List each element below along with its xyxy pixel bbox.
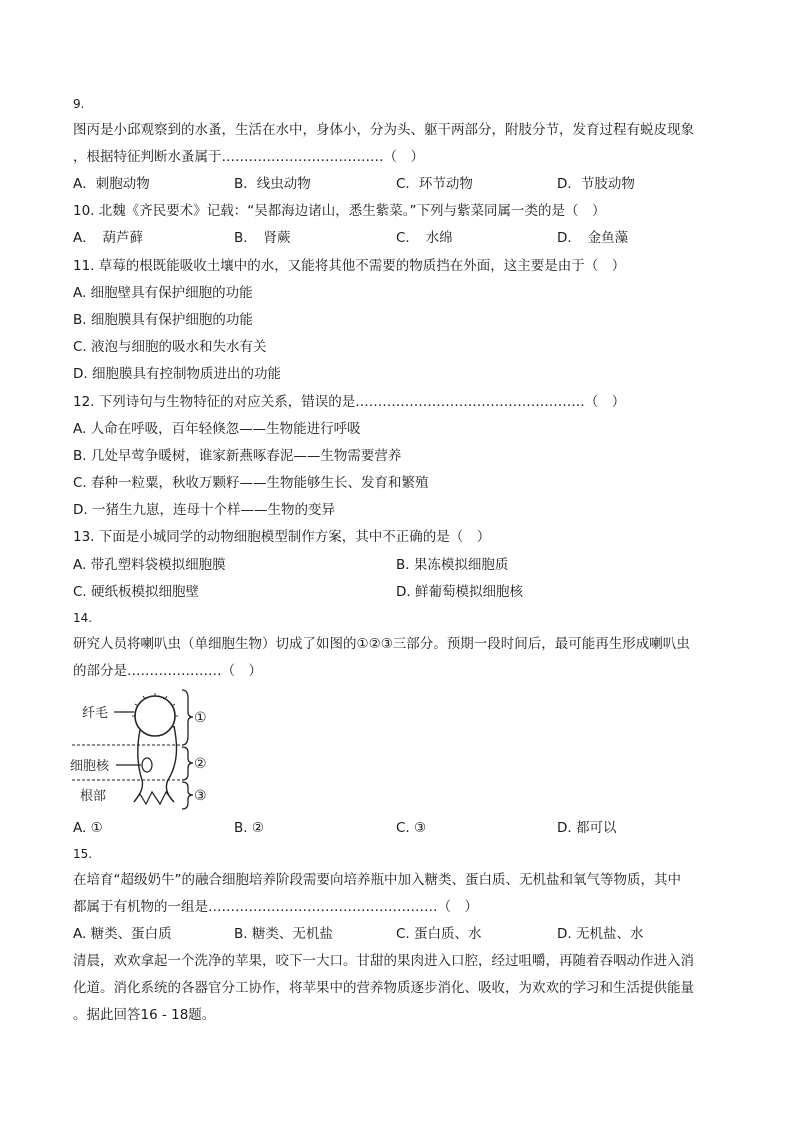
q14-option-d: D. 都可以	[557, 820, 617, 836]
q10-option-d: D． 金鱼藻	[557, 230, 629, 246]
passage-line1: 清晨，欢欢拿起一个洗净的苹果，咬下一大口。甘甜的果肉进入口腔，经过咀嚼，再随着吞咽动作进入消	[73, 953, 694, 969]
q14-option-a: A. ①	[73, 820, 103, 836]
q9-option-d: D．节肢动物	[557, 176, 635, 192]
q11-option-b: B. 细胞膜具有保护细胞的功能	[73, 312, 253, 328]
q9-stem-line2: ，根据特征判断水蚤属于………………………………（ ）	[73, 149, 424, 165]
q10-option-a: A． 葫芦藓	[73, 230, 143, 246]
q15-option-a: A. 糖类、蛋白质	[73, 926, 172, 942]
q9-number: 9.	[73, 97, 85, 111]
q14-stem-line1: 研究人员将喇叭虫（单细胞生物）切成了如图的①②③三部分。预期一段时间后，最可能再生形成喇叭虫	[73, 636, 690, 652]
q9-stem-line1: 图丙是小邱观察到的水蚤，生活在水中，身体小，分为头、躯干两部分，附肢分节，发育过程有蜕皮现象	[73, 122, 694, 138]
q11-option-c: C. 液泡与细胞的吸水和失水有关	[73, 339, 267, 355]
q9-option-c: C．环节动物	[396, 176, 473, 192]
q13-option-a: A. 带孔塑料袋模拟细胞膜	[73, 557, 226, 573]
q10-option-b: B． 肾蕨	[234, 230, 291, 246]
figure-label-part-1: ①	[194, 710, 207, 726]
q11-stem: 11. 草莓的根既能吸收土壤中的水，又能将其他不需要的物质挡在外面，这主要是由于（ ）	[73, 258, 626, 274]
q15-option-b: B. 糖类、无机盐	[234, 926, 333, 942]
q12-option-a: A. 人命在呼吸，百年轻倏忽——生物能进行呼吸	[73, 421, 361, 437]
q10-stem: 10. 北魏《齐民要术》记载：“吴都海边诸山，悉生紫菜。”下列与紫菜同属一类的是（ ）	[73, 203, 606, 219]
q10-option-c: C． 水绵	[396, 230, 453, 246]
q15-option-d: D. 无机盐、水	[557, 926, 644, 942]
q12-option-d: D. 一猪生九崽，连母十个样——生物的变异	[73, 502, 335, 518]
figure-label-cilia: 纤毛	[82, 706, 109, 721]
q15-stem-line1: 在培育“超级奶牛”的融合细胞培养阶段需要向培养瓶中加入糖类、蛋白质、无机盐和氧气等物质，其中	[73, 872, 681, 888]
figure-label-part-2: ②	[194, 756, 207, 772]
passage-line3: 。据此回答16 - 18题。	[73, 1007, 216, 1023]
passage-line2: 化道。消化系统的各器官分工协作，将苹果中的营养物质逐步消化、吸收，为欢欢的学习和生活提供能量	[73, 980, 694, 996]
figure-label-nucleus: 细胞核	[70, 759, 110, 774]
q9-option-b: B．线虫动物	[234, 176, 311, 192]
q13-stem: 13. 下面是小城同学的动物细胞模型制作方案，其中不正确的是（ ）	[73, 529, 491, 545]
q13-option-d: D. 鲜葡萄模拟细胞核	[396, 584, 523, 600]
q14-stem-line2: 的部分是…………………（ ）	[73, 663, 262, 679]
q11-option-d: D. 细胞膜具有控制物质进出的功能	[73, 366, 281, 382]
q12-option-c: C. 春种一粒粟，秋收万颗籽——生物能够生长、发育和繁殖	[73, 475, 429, 491]
q13-option-c: C. 硬纸板模拟细胞壁	[73, 584, 200, 600]
q12-stem: 12. 下列诗句与生物特征的对应关系，错误的是……………………………………………（ ）	[73, 394, 626, 410]
q15-number: 15.	[73, 847, 93, 861]
q15-stem-line2: 都属于有机物的一组是……………………………………………（ ）	[73, 899, 478, 915]
figure-label-base: 根部	[80, 789, 107, 804]
q12-option-b: B. 几处早莺争暖树，谁家新燕啄春泥——生物需要营养	[73, 448, 402, 464]
q9-option-a: A．刺胞动物	[73, 176, 150, 192]
q11-option-a: A. 细胞壁具有保护细胞的功能	[73, 285, 253, 301]
figure-label-part-3: ③	[194, 788, 207, 804]
q15-option-c: C. 蛋白质、水	[396, 926, 482, 942]
q14-option-b: B. ②	[234, 820, 264, 836]
q14-number: 14.	[73, 611, 93, 625]
trumpet-animalcule-figure	[70, 688, 220, 812]
q13-option-b: B. 果冻模拟细胞质	[396, 557, 509, 573]
q14-option-c: C. ③	[396, 820, 427, 836]
